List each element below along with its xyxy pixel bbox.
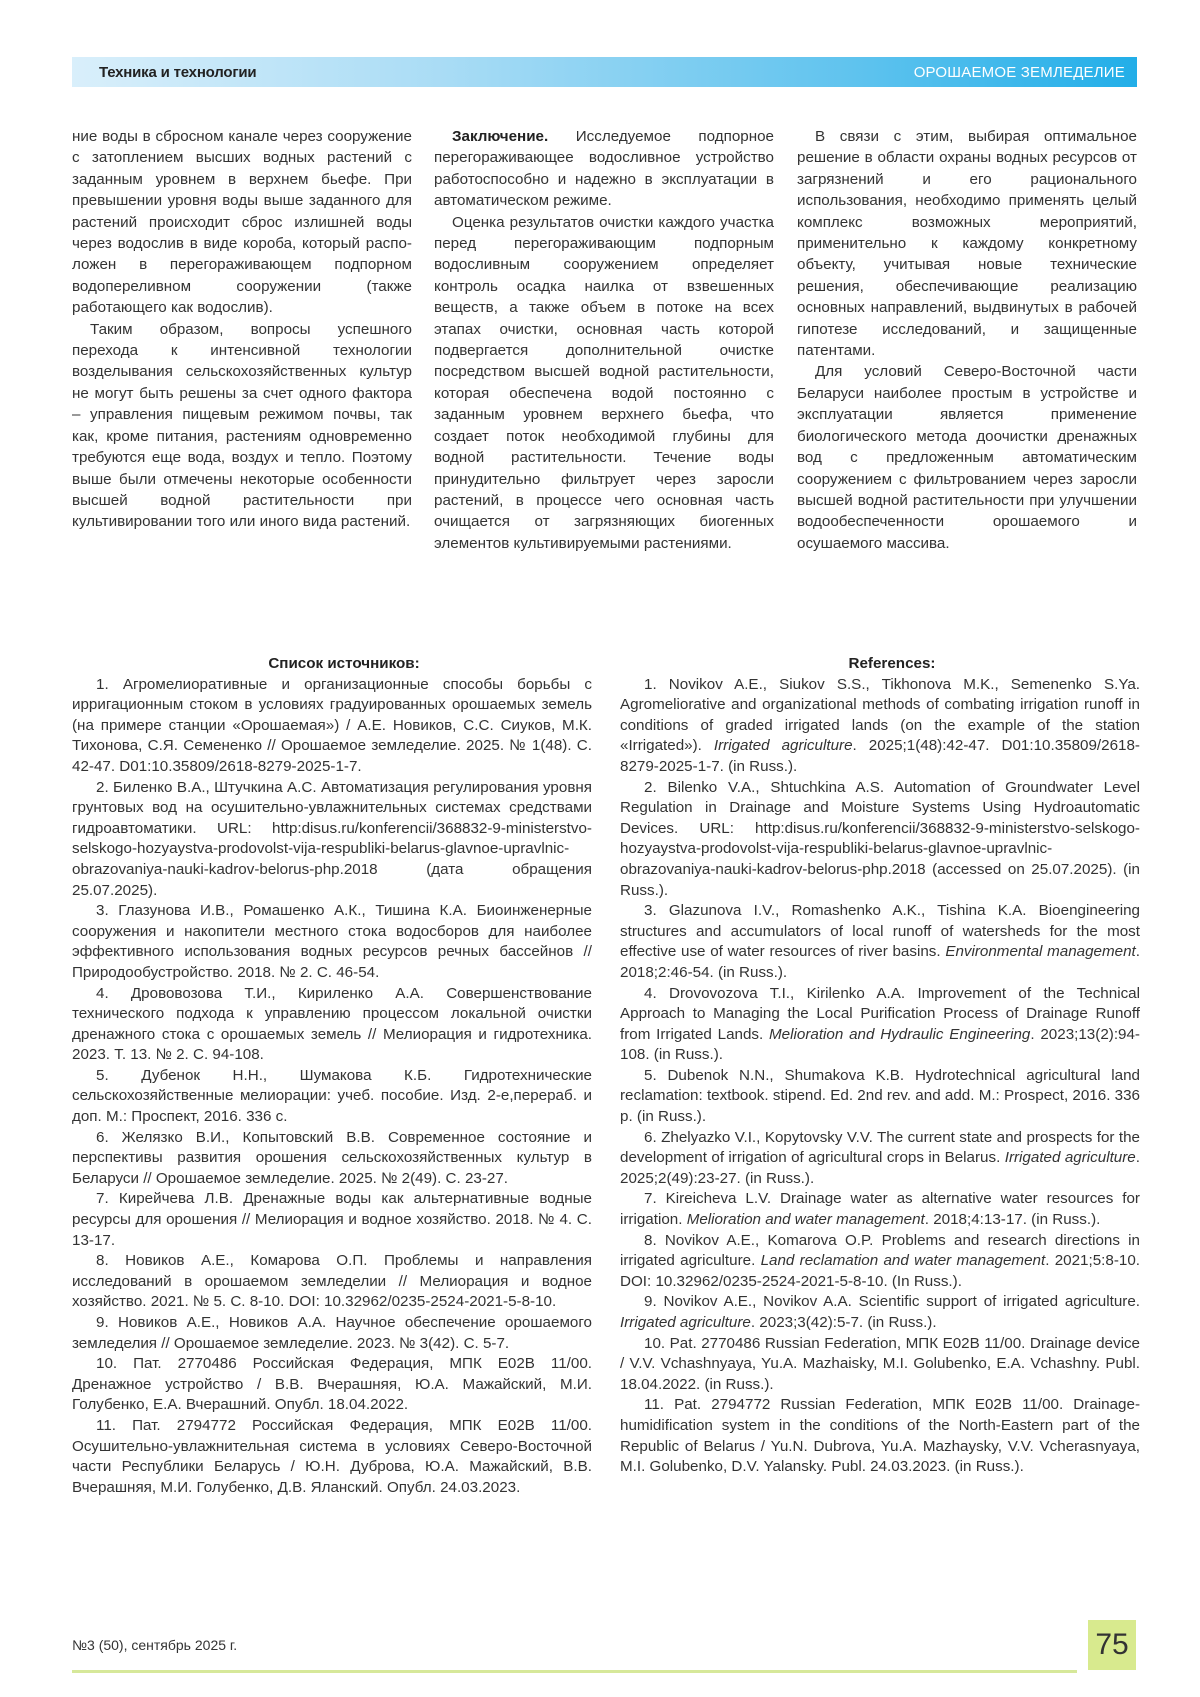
references-russian bbox=[72, 654, 592, 1498]
reference-details: . 2018;2:46-54. (in Russ.). bbox=[620, 943, 1140, 981]
body-text bbox=[72, 126, 1137, 606]
paragraph: Оценка результатов очистки каждого участка перед перегораживающим подпорным водосливным сооружением определяет контроль осадка наилка от взвешенных веществ, а также объем в потоке на всех этапах очистки, основная часть которой подвергается дополнительной очистке посредством высшей водной растительности, которая обеспечена водой постоянно с заданным уровнем верхнего бьефа, что создает поток необходимой глубины для водной растительности. Течение воды принудительно фильтрует через заросли растений, в процессе чего основная часть очищается от загрязняющих биогенных элементов культивируемыми растениями. bbox=[434, 213, 774, 552]
reference-journal: Irrigated agriculture bbox=[620, 1314, 751, 1331]
reference-item bbox=[620, 675, 1140, 778]
reference-journal: Land reclamation and water management bbox=[760, 1252, 1046, 1270]
reference-details: . 2021;5:8-10. DOI: 10.32962/0235-2524-2021-5-8-10. (In Russ.). bbox=[620, 1252, 1140, 1290]
page-number: 75 bbox=[1095, 1628, 1129, 1661]
reference-item bbox=[620, 901, 1140, 983]
reference-item: 7. Кирейчева Л.В. Дренажные воды как альтернативные водные ресурсы для орошения // Мелиорация и водное хозяйство. 2018. № 4. С. 13-17. bbox=[72, 1190, 592, 1249]
reference-text: 7. Kireicheva L.V. Drainage water as alternative water resources for irrigation. bbox=[620, 1190, 1140, 1229]
reference-text: 6. Zhelyazko V.I., Kopytovsky V.V. The current state and prospects for the development of irrigation of agricultural crops in Belarus. bbox=[620, 1128, 1140, 1167]
reference-item bbox=[620, 984, 1140, 1066]
reference-item: 3. Глазунова И.В., Ромашенко А.К., Тишина К.А. Биоинженерные сооружения и накопители местного стока водосборов для наиболее эффективного использования водных ресурсов речных бассейнов // Природообустройство. 2018. № 2. С. 46-54. bbox=[72, 902, 592, 981]
reference-item: 10. Пат. 2770486 Российская Федерация, МПК E02B 11/00. Дренажное устройство / В.В. Вчерашняя, Ю.А. Мажайский, М.И. Голубенко, Е.А. Вчерашний. Опубл. 18.04.2022. bbox=[72, 1355, 592, 1414]
reference-journal: Melioration and water management bbox=[686, 1211, 925, 1229]
reference-item bbox=[620, 778, 1140, 902]
conclusion-paragraph bbox=[434, 126, 774, 212]
reference-details: . 2018;4:13-17. (in Russ.). bbox=[924, 1211, 1101, 1229]
journal-title: ОРОШАЕМОЕ ЗЕМЛЕДЕЛИЕ bbox=[913, 64, 1125, 81]
reference-journal: Environmental management bbox=[945, 943, 1136, 961]
body-column-3 bbox=[797, 126, 1137, 554]
reference-text: 4. Drovovozova T.I., Kirilenko A.A. Improvement of the Technical Approach to Managing the Local Purification Process of Drainage Runoff from Irrigated Lands. bbox=[620, 984, 1140, 1043]
paragraph: Таким образом, вопросы успешного перехода к интенсивной технологии возделывания сельскохозяйственных культур не могут быть решены за счет одного фактора – управления пищевым режимом почвы, так как, кроме питания, растениям одновременно требуются еще вода, воздух и тепло. Поэтому выше были отмечены некоторые особенности высшей водной растительности при культивировании того или иного вида растений. bbox=[72, 320, 412, 531]
reference-journal: Melioration and Hydraulic Engineering bbox=[769, 1025, 1031, 1043]
reference-text: 11. Pat. 2794772 Russian Federation, МПК E02B 11/00. Drainage- humidification system in the conditions of the North-Eastern part of the Republic of Belarus / Yu.N. Dubrova, Yu.A. Mazhaysky, V.V. Vcherasnyaya, M.I. Golubenko, D.V. Yalansky. Publ. 24.03.2023. (in Russ.). bbox=[620, 1396, 1140, 1476]
references-english bbox=[620, 654, 1140, 1478]
body-column-1 bbox=[72, 126, 412, 533]
reference-item: 4. Дрововозова Т.И., Кириленко А.А. Совершенствование технического подхода к управлению процессом локальной очистки дренажного стока с орошаемых земель // Мелиорация и гидротехника. 2023. Т. 13. № 2. С. 94-108. bbox=[72, 984, 592, 1064]
reference-item: 9. Новиков А.Е., Новиков А.А. Научное обеспечение орошаемого земледелия // Орошаемое земледелие. 2023. № 3(42). С. 5-7. bbox=[72, 1314, 592, 1352]
reference-text: 8. Novikov A.E., Komarova O.P. Problems and research directions in irrigated agriculture. bbox=[620, 1231, 1140, 1270]
reference-journal: Irrigated agriculture bbox=[713, 737, 853, 755]
references-ru-list bbox=[72, 675, 592, 1499]
reference-item bbox=[620, 1189, 1140, 1230]
reference-item: 11. Пат. 2794772 Российская Федерация, МПК E02B 11/00. Осушительно-увлажнительная система в условиях Северо-Восточной части Республики Беларусь / Ю.Н. Дуброва, Ю.А. Мажайский, В.В. Вчерашняя, М.И. Голубенко, Д.В. Яланский. Опубл. 24.03.2023. bbox=[72, 1416, 592, 1496]
issue-info: №3 (50), сентябрь 2025 г. bbox=[72, 1637, 238, 1653]
reference-text: 1. Novikov A.E., Siukov S.S., Tikhonova M.K., Semenenko S.Ya. Agromeliorative and organizational methods of combating irrigation runoff in conditions of graded irrigated lands (on the example of the station «Irrigated»). bbox=[620, 675, 1140, 755]
references-en-title: References: bbox=[848, 655, 936, 672]
paragraph: Для условий Северо-Восточной части Беларуси наиболее простым в устройстве и эксплуатации является применение биологического метода доочистки дренажных вод с предложенным автоматическим сооружением с фильтрованием через заросли высшей водной растительности при улучшении водообеспеченности орошаемого и осушаемого массива. bbox=[797, 363, 1137, 552]
footer-divider bbox=[72, 1670, 1077, 1673]
reference-details: . 2023;3(42):5-7. (in Russ.). bbox=[750, 1314, 937, 1331]
reference-details: . 2023;13(2):94-108. (in Russ.). bbox=[620, 1025, 1140, 1064]
reference-item: 5. Дубенок Н.Н., Шумакова К.Б. Гидротехнические сельскохозяйственные мелиорации: учеб. пособие. Изд. 2-е,перераб. и доп. М.: Проспект, 2016. 336 с. bbox=[72, 1066, 592, 1126]
conclusion-text: Исследуемое подпорное перегораживающее водосливное устройство работоспособно и надежно в эксплуатации в автоматическом режиме. bbox=[434, 128, 774, 210]
reference-item bbox=[620, 1334, 1140, 1396]
reference-item bbox=[620, 1066, 1140, 1128]
body-column-2 bbox=[434, 126, 774, 554]
reference-text: 9. Novikov A.E., Novikov A.A. Scientific support of irrigated agriculture. bbox=[644, 1293, 1140, 1311]
reference-item bbox=[620, 1292, 1140, 1333]
reference-details: . 2025;2(49):23-27. (in Russ.). bbox=[620, 1149, 1140, 1187]
reference-text: 10. Pat. 2770486 Russian Federation, МПК E02B 11/00. Drainage device / V.V. Vchashnyaya, Yu.A. Mazhaisky, M.I. Golubenko, E.A. Vchashny. Publ. 18.04.2022. (in Russ.). bbox=[620, 1334, 1140, 1393]
page-number-box bbox=[1088, 1620, 1136, 1670]
reference-text: 5. Dubenok N.N., Shumakova K.B. Hydrotechnical agricultural land reclamation: textbook. stipend. Ed. 2nd rev. and add. M.: Prospect, 2016. 336 p. (in Russ.). bbox=[620, 1066, 1140, 1126]
reference-journal: Irrigated agriculture bbox=[1004, 1149, 1136, 1167]
paragraph: ние воды в сбросном канале через сооружение с затоплением высших водных растений с заданным уровнем в верхнем бьефе. При превышении уровня воды выше заданного для растений происходит сброс излишней воды через водослив в виде короба, который распо-ложен в перегораживающем подпорном водопереливном сооружении (также работающего как водослив). bbox=[72, 128, 412, 317]
references-ru-title: Список источников: bbox=[268, 655, 420, 672]
reference-item bbox=[620, 1395, 1140, 1477]
paragraph: В связи с этим, выбирая оптимальное решение в области охраны водных ресурсов от загрязнений и его рационального использования, необходимо применять целый комплекс возможных мероприятий, применительно к каждому конкретному объекту, учитывая новые технические решения, обеспечивающие реализацию основных направлений, выдвинутых в рабочей гипотезе исследований, и защищенные патентами. bbox=[797, 128, 1137, 360]
reference-text: 3. Glazunova I.V., Romashenko A.K., Tishina K.A. Bioengineering structures and accumulators of local runoff of watersheds for the most effective use of water resources of river basins. bbox=[620, 902, 1140, 961]
reference-item: 8. Новиков А.Е., Комарова О.П. Проблемы и направления исследований в орошаемом земледелии // Мелиорация и водное хозяйство. 2021. № 5. С. 8-10. DOI: 10.32962/0235-2524-2021-5-8-10. bbox=[72, 1252, 592, 1311]
reference-details: . 2025;1(48):42-47. D01:10.35809/2618-8279-2025-1-7. (in Russ.). bbox=[620, 737, 1140, 775]
running-header bbox=[72, 57, 1137, 87]
reference-item: 2. Биленко В.А., Штучкина А.С. Автоматизация регулирования уровня грунтовых вод на осушительно-увлажнительных системах средствами гидроавтоматики. URL: http:disus.ru/konferencii/368832-9-ministerstvo-selskogo-hozyaystva-prodovolst-vija-respubliki-belarus-glavnoe-upravlnic-obrazovaniya-nauki-kadrov-belorus-php.2018 (дата обращения 25.07.2025). bbox=[72, 778, 592, 899]
reference-item bbox=[620, 1231, 1140, 1293]
reference-item: 1. Агромелиоративные и организационные способы борьбы с ирригационным стоком в условиях градуированных орошаемых земель (на примере станции «Орошаемая») / А.Е. Новиков, С.С. Сиуков, М.К. Тихонова, С.Я. Семененко // Орошаемое земледелие. 2025. № 1(48). С. 42-47. D01:10.35809/2618-8279-2025-1-7. bbox=[72, 675, 592, 775]
section-title: Техника и технологии bbox=[99, 64, 257, 81]
reference-text: 2. Bilenko V.A., Shtuchkina A.S. Automation of Groundwater Level Regulation in Drainage and Moisture Systems Using Hydroautomatic Devices. URL: http:disus.ru/konferencii/368832-9-ministerstvo-selskogo-hozyaystva-prodovolst-vija-respubliki-belarus-glavnoe-upravlnic-obrazovaniya-nauki-kadrov-belorus-php.2018 (accessed on 25.07.2025). (in Russ.). bbox=[620, 778, 1140, 899]
reference-item bbox=[620, 1128, 1140, 1190]
reference-item: 6. Желязко В.И., Копытовский В.В. Современное состояние и перспективы развития орошения сельскохозяйственных культур в Беларуси // Орошаемое земледелие. 2025. № 2(49). С. 23-27. bbox=[72, 1128, 592, 1187]
references-en-list bbox=[620, 675, 1140, 1478]
conclusion-label: Заключение. bbox=[452, 128, 549, 145]
